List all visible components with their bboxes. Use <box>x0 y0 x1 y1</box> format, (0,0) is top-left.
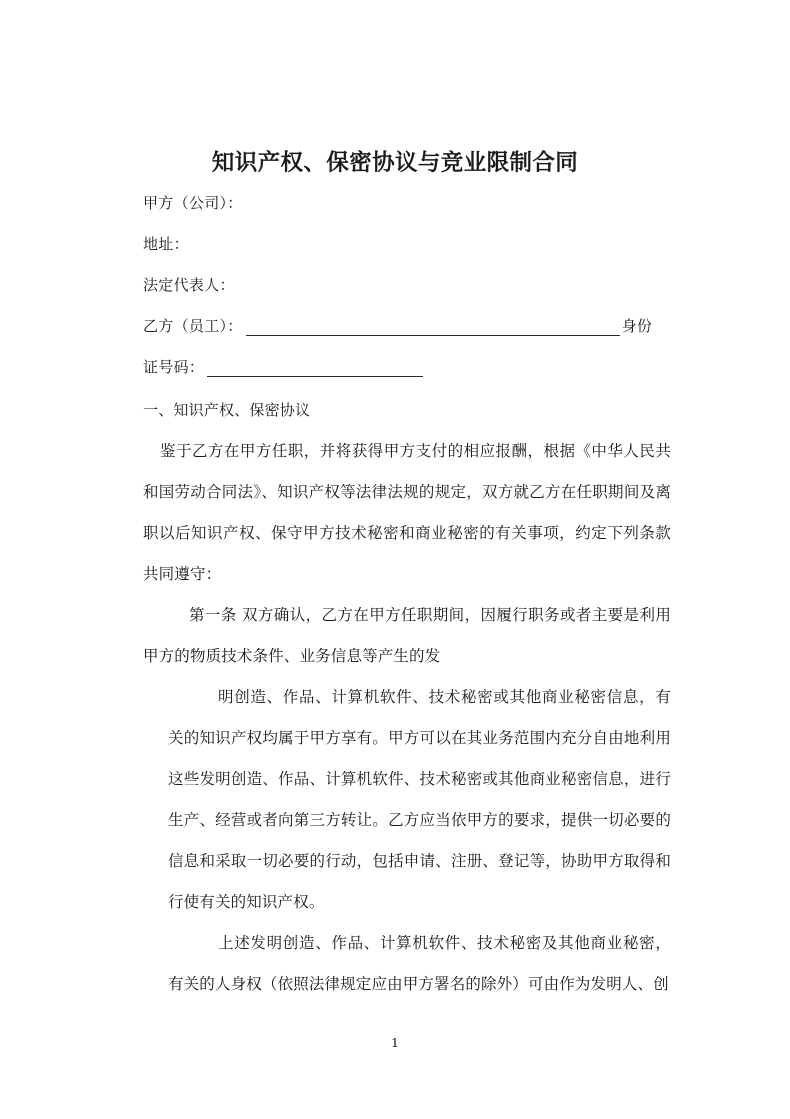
id-number-label: 证号码： <box>143 358 205 376</box>
section-heading-1: 一、知识产权、保密协议 <box>143 401 311 419</box>
id-number-input[interactable] <box>207 358 423 377</box>
party-b-label: 乙方（员工）： <box>143 317 243 335</box>
field-row-party-a <box>143 183 671 224</box>
paragraph-article-1-continued: 明创造、作品、计算机软件、技术秘密或其他商业秘密信息，有关的知识产权均属于甲方享有。甲方可以在其业务范围内充分自由地利用这些发明创造、作品、计算机软件、技术秘密或其他商业秘密信息，进行生产、经营或者向第三方转让。乙方应当依甲方的要求，提供一切必要的信息和采取一切必要的行动，包括申请、注册、登记等，协助甲方取得和行使有关的知识产权。 <box>168 688 671 911</box>
address-label: 地址： <box>143 235 189 253</box>
party-b-id-suffix-label: 身份 <box>621 317 653 335</box>
page-number: 1 <box>391 1035 399 1050</box>
paragraph-article-1: 第一条 双方确认，乙方在甲方任职期间，因履行职务或者主要是利用甲方的物质技术条件、业务信息等产生的发 <box>143 606 671 665</box>
page-content <box>119 0 671 1119</box>
page-title: 知识产权、保密协议与竞业限制合同 <box>211 150 579 177</box>
legal-representative-label: 法定代表人： <box>143 276 235 294</box>
field-row-legal-representative <box>143 265 671 306</box>
parties-form <box>143 183 671 388</box>
field-row-address <box>143 224 671 265</box>
paragraph-preamble: 鉴于乙方在甲方任职，并将获得甲方支付的相应报酬，根据《中华人民共和国劳动合同法》、知识产权等法律法规的规定，双方就乙方在任职期间及离职以后知识产权、保守甲方技术秘密和商业秘密的有关事项，约定下列条款共同遵守： <box>143 442 671 583</box>
paragraph-article-1-moral-rights: 上述发明创造、作品、计算机软件、技术秘密及其他商业秘密，有关的人身权（依照法律规定应由甲方署名的除外）可由作为发明人、创 <box>168 934 671 993</box>
party-a-label: 甲方（公司）： <box>143 194 243 212</box>
field-row-id-number <box>143 347 671 388</box>
field-row-party-b <box>143 306 671 347</box>
party-b-name-input[interactable] <box>246 317 620 336</box>
